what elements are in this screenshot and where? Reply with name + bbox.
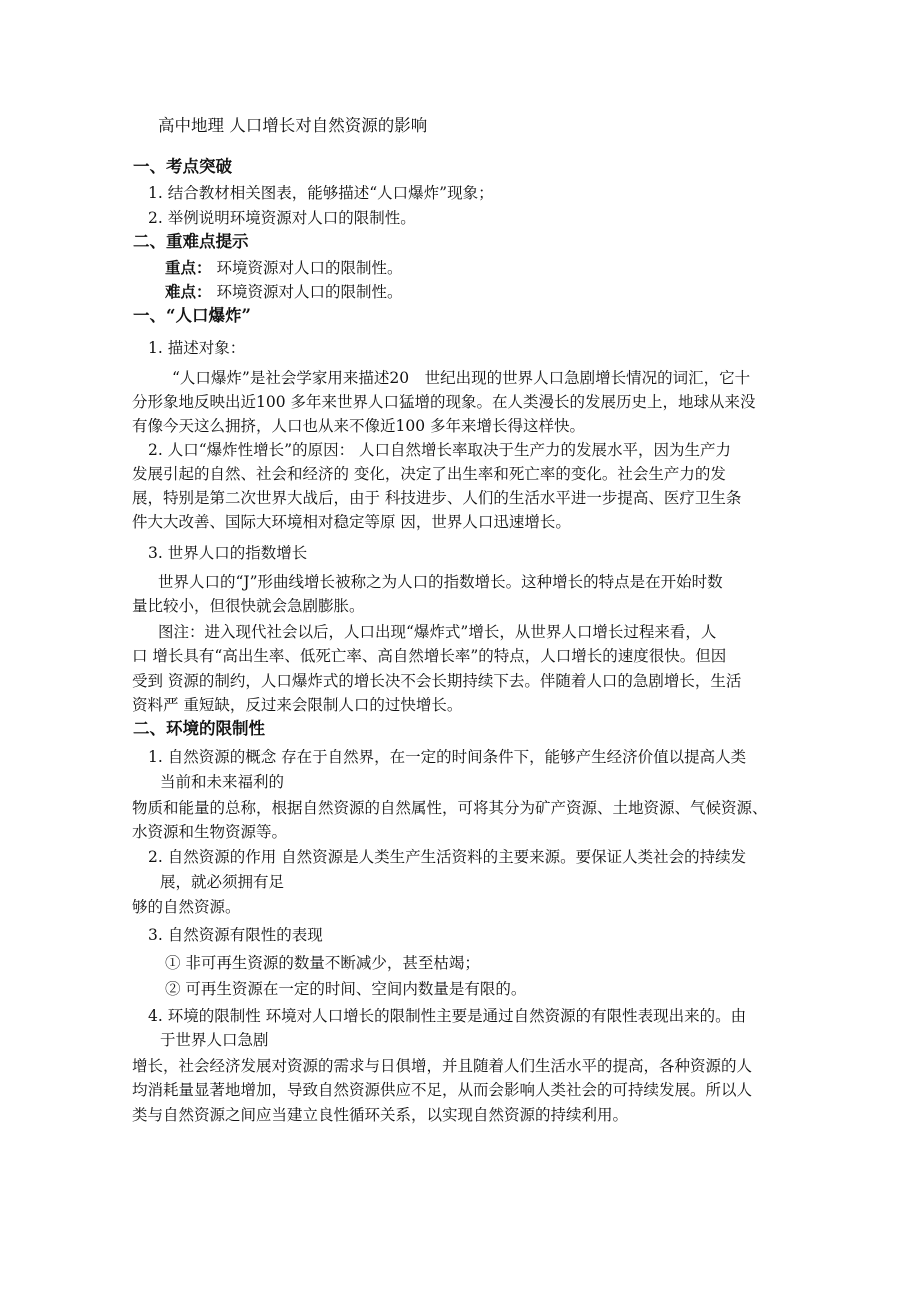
paragraph-line: 类与自然资源之间应当建立良性循环关系，以实现自然资源的持续利用。 <box>132 1106 629 1124</box>
list-item: 2. 举例说明环境资源对人口的限制性。 <box>148 209 416 227</box>
hard-point <box>165 282 402 302</box>
key-point <box>165 258 402 278</box>
paragraph-line: 水资源和生物资源等。 <box>132 823 288 841</box>
subheading: 1. 描述对象： <box>148 339 246 357</box>
paragraph-line: 分形象地反映出近100 多年来世界人口猛增的现象。在人类漫长的发展历史上，地球从来没 <box>132 393 756 411</box>
paragraph-line: 增长，社会经济发展对资源的需求与日俱增，并且随着人们生活水平的提高，各种资源的人 <box>132 1057 753 1075</box>
paragraph-line: 于世界人口急剧 <box>160 1031 269 1049</box>
paragraph-line: 世界人口的“J”形曲线增长被称之为人口的指数增长。这种增长的特点是在开始时数 <box>158 573 723 591</box>
paragraph-line: 当前和未来福利的 <box>160 773 285 791</box>
paragraph-line: 2. 自然资源的作用 自然资源是人类生产生活资料的主要来源。要保证人类社会的持续发 <box>148 848 747 866</box>
paragraph-line: 资料严 重短缺，反过来会限制人口的过快增长。 <box>132 696 463 714</box>
paragraph-line: 1. 自然资源的概念 存在于自然界，在一定的时间条件下，能够产生经济价值以提高人类 <box>148 748 747 766</box>
paragraph-line: 展，特别是第二次世界大战后，由于 科技进步、人们的生活水平进一步提高、医疗卫生条 <box>132 489 742 507</box>
paragraph-line: 2. 人口“爆炸性增长”的原因： 人口自然增长率取决于生产力的发展水平，因为生产力 <box>148 441 731 459</box>
paragraph-line: 件大大改善、国际大环境相对稳定等原 因，世界人口迅速增长。 <box>132 513 571 531</box>
paragraph-line: 图注：进入现代社会以后，人口出现“爆炸式”增长，从世界人口增长过程来看，人 <box>158 623 717 641</box>
paragraph-line: 有像今天这么拥挤，人口也从来不像近100 多年来增长得这样快。 <box>132 417 586 435</box>
key-text: 环境资源对人口的限制性。 <box>216 259 403 277</box>
list-item: ① 非可再生资源的数量不断减少，甚至枯竭； <box>165 954 480 972</box>
key-label: 重点： <box>165 258 212 277</box>
paragraph-line: 够的自然资源。 <box>132 898 241 916</box>
hard-label: 难点： <box>165 282 212 301</box>
paragraph-line: 展，就必须拥有足 <box>160 873 285 891</box>
list-item: ② 可再生资源在一定的时间、空间内数量是有限的。 <box>165 980 527 998</box>
subheading: 3. 自然资源有限性的表现 <box>148 926 323 944</box>
paragraph-line: 物质和能量的总称，根据自然资源的自然属性，可将其分为矿产资源、土地资源、气候资源、 <box>132 799 768 817</box>
section-heading: 二、重难点提示 <box>133 232 249 251</box>
section-heading: 一、考点突破 <box>133 157 232 176</box>
section-heading: 一、“人口爆炸” <box>133 306 251 325</box>
paragraph-line: 均消耗量显著地增加，导致自然资源供应不足，从而会影响人类社会的可持续发展。所以人 <box>132 1081 753 1099</box>
list-item: 1. 结合教材相关图表，能够描述“人口爆炸”现象； <box>148 184 494 202</box>
paragraph-line: 口 增长具有“高出生率、低死亡率、高自然增长率”的特点，人口增长的速度很快。但因 <box>132 647 727 665</box>
paragraph-line: 受到 资源的制约，人口爆炸式的增长决不会长期持续下去。伴随着人口的急剧增长，生活 <box>132 672 742 690</box>
subheading: 3. 世界人口的指数增长 <box>148 544 308 562</box>
paragraph-line: 发展引起的自然、社会和经济的 变化，决定了出生率和死亡率的变化。社会生产力的发 <box>132 465 726 483</box>
hard-text: 环境资源对人口的限制性。 <box>216 283 403 301</box>
section-heading: 二、环境的限制性 <box>133 719 265 738</box>
paragraph-line: 4. 环境的限制性 环境对人口增长的限制性主要是通过自然资源的有限性表现出来的。由 <box>148 1007 747 1025</box>
paragraph-line: “人口爆炸”是社会学家用来描述20 世纪出现的世界人口急剧增长情况的词汇，它十 <box>172 369 751 387</box>
paragraph-line: 量比较小，但很快就会急剧膨胀。 <box>132 597 365 615</box>
document-title: 高中地理 人口增长对自然资源的影响 <box>158 116 428 135</box>
